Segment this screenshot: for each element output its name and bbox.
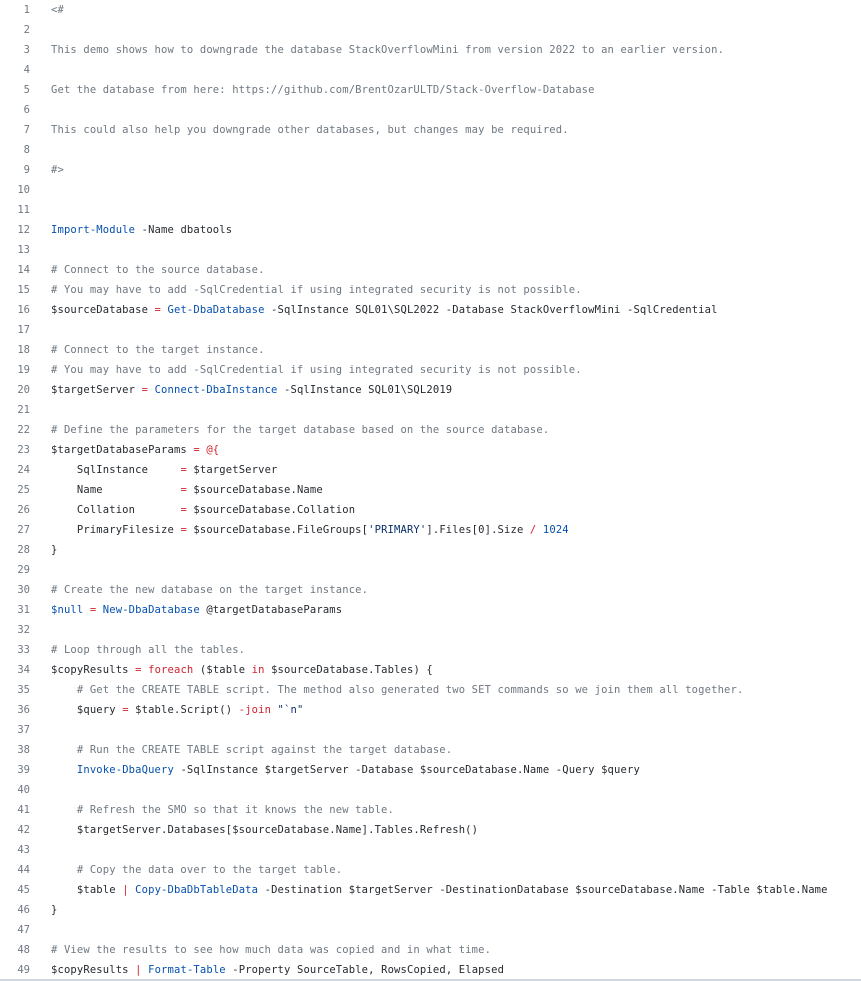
code-token: $sourceDatabase.Tables) { (264, 664, 433, 676)
code-token: # Refresh the SMO so that it knows the new table. (51, 804, 394, 816)
code-token: Import-Module (51, 224, 136, 236)
code-token: $table.Script() (135, 704, 239, 716)
code-token: New-DbaDatabase (102, 604, 200, 616)
line-code (51, 344, 265, 356)
line-code (51, 804, 394, 816)
code-token: $null (51, 604, 84, 616)
code-line (0, 560, 861, 580)
code-token: $targetServer (51, 384, 136, 396)
code-token: foreach (148, 664, 194, 676)
code-line (0, 420, 861, 440)
line-number: 26 (17, 504, 30, 516)
line-number: 22 (17, 424, 30, 436)
line-code (51, 764, 640, 776)
code-token: #> (51, 164, 64, 176)
code-line (0, 920, 861, 940)
code-token: # View the results to see how much data was copied and in what time. (51, 944, 492, 956)
code-token: = (186, 444, 207, 456)
code-line (0, 880, 861, 900)
line-code (51, 684, 743, 696)
line-code (51, 904, 57, 916)
code-token: This could also help you downgrade other databases, but changes may be required. (51, 124, 569, 136)
code-token: # You may have to add -SqlCredential if using integrated security is not possible. (51, 364, 582, 376)
code-line (0, 680, 861, 700)
code-token: "`n" (277, 704, 304, 716)
code-token: | (135, 964, 142, 976)
line-number: 28 (17, 544, 30, 556)
line-code (51, 544, 57, 556)
code-token: = (83, 604, 103, 616)
line-number: 19 (17, 364, 30, 376)
code-token: = (180, 504, 187, 516)
code-line (0, 140, 861, 160)
code-token: # Create the new database on the target instance. (51, 584, 369, 596)
code-token: = (135, 384, 155, 396)
code-token: = (148, 304, 168, 316)
code-token: # Copy the data over to the target table. (51, 864, 343, 876)
code-line (0, 460, 861, 480)
line-number: 2 (23, 24, 30, 36)
code-line (0, 940, 861, 960)
code-token: = (180, 484, 187, 496)
code-line (0, 800, 861, 820)
line-number: 17 (17, 324, 30, 336)
line-code (51, 744, 452, 756)
code-line (0, 580, 861, 600)
code-token: $targetServer (186, 464, 278, 476)
code-token: $copyResults (51, 664, 129, 676)
code-line (0, 440, 861, 460)
code-token: } (51, 544, 58, 556)
line-number: 27 (17, 524, 30, 536)
code-token: @{ (206, 444, 220, 456)
code-line (0, 160, 861, 180)
line-number: 32 (17, 624, 30, 636)
code-line (0, 100, 861, 120)
line-code (51, 824, 478, 836)
code-token: Copy-DbaDbTableData (135, 884, 259, 896)
code-token: 1024 (536, 524, 569, 536)
line-number: 7 (23, 124, 30, 136)
line-number: 35 (17, 684, 30, 696)
line-code (51, 224, 232, 236)
code-line (0, 0, 861, 20)
line-number: 40 (17, 784, 30, 796)
line-number: 18 (17, 344, 30, 356)
code-line (0, 260, 861, 280)
code-line (0, 760, 861, 780)
code-token: 'PRIMARY' (368, 524, 427, 536)
code-token: -SqlInstance $targetServer -Database $sourceDatabase.Name -Query $query (173, 764, 640, 776)
code-token: | (122, 884, 129, 896)
line-number: 16 (17, 304, 30, 316)
line-number: 44 (17, 864, 30, 876)
code-token: Get-DbaDatabase (167, 304, 265, 316)
code-token: PrimaryFilesize (51, 524, 181, 536)
code-line (0, 400, 861, 420)
code-token: $sourceDatabase (51, 304, 149, 316)
code-line (0, 20, 861, 40)
code-line (0, 220, 861, 240)
line-number: 47 (17, 924, 30, 936)
code-token: Collation (51, 504, 181, 516)
code-token: # You may have to add -SqlCredential if using integrated security is not possible. (51, 284, 582, 296)
code-line (0, 540, 861, 560)
code-line (0, 340, 861, 360)
line-number: 29 (17, 564, 30, 576)
line-number: 4 (23, 64, 30, 76)
code-token: Invoke-DbaQuery (76, 764, 174, 776)
line-number: 34 (17, 664, 30, 676)
code-line (0, 900, 861, 920)
line-number: 46 (17, 904, 30, 916)
line-code (51, 524, 569, 536)
code-line (0, 60, 861, 80)
code-line (0, 180, 861, 200)
code-token: = (128, 664, 149, 676)
line-number: 41 (17, 804, 30, 816)
code-line (0, 600, 861, 620)
code-line (0, 780, 861, 800)
code-token: -Destination $targetServer -DestinationDatabase $sourceDatabase.Name -Table $table.Name (258, 884, 828, 896)
code-line (0, 640, 861, 660)
line-number: 33 (17, 644, 30, 656)
line-code (51, 964, 504, 976)
line-code (51, 604, 342, 616)
code-line (0, 320, 861, 340)
code-line (0, 960, 861, 980)
line-number: 21 (17, 404, 30, 416)
line-number: 6 (23, 104, 30, 116)
code-token: $targetDatabaseParams (51, 444, 187, 456)
line-number: 15 (17, 284, 30, 296)
line-number: 25 (17, 484, 30, 496)
code-token: # Get the CREATE TABLE script. The method also generated two SET commands so we join them all together. (51, 684, 744, 696)
code-token: / (529, 524, 537, 536)
code-line (0, 40, 861, 60)
code-line (0, 720, 861, 740)
code-line (0, 860, 861, 880)
line-number: 1 (23, 4, 30, 16)
line-number: 39 (17, 764, 30, 776)
line-number: 36 (17, 704, 30, 716)
line-code (51, 444, 219, 456)
line-code (51, 44, 724, 56)
line-number: 49 (17, 964, 30, 976)
code-line (0, 380, 861, 400)
line-number: 10 (17, 184, 30, 196)
code-token: } (51, 904, 58, 916)
code-token: # Loop through all the tables. (51, 644, 246, 656)
code-line (0, 660, 861, 680)
code-token: @targetDatabaseParams (199, 604, 343, 616)
code-token: $sourceDatabase.FileGroups[ (186, 524, 369, 536)
code-token: -SqlInstance SQL01\SQL2022 -Database StackOverflowMini -SqlCredential (264, 304, 718, 316)
line-code (51, 164, 64, 176)
line-number: 43 (17, 844, 30, 856)
code-line (0, 500, 861, 520)
code-token: # Run the CREATE TABLE script against the target database. (51, 744, 453, 756)
code-line (0, 740, 861, 760)
code-token: $sourceDatabase.Name (186, 484, 323, 496)
line-number: 30 (17, 584, 30, 596)
code-line (0, 620, 861, 640)
line-code (51, 504, 355, 516)
code-token: Name (51, 484, 181, 496)
code-token: SqlInstance (51, 464, 181, 476)
line-code (51, 304, 718, 316)
line-number: 5 (23, 84, 30, 96)
code-line (0, 480, 861, 500)
line-number: 11 (17, 204, 30, 216)
line-number: 3 (23, 44, 30, 56)
code-line (0, 520, 861, 540)
line-code (51, 484, 323, 496)
line-code (51, 704, 303, 716)
code-token: $query (51, 704, 116, 716)
line-number: 23 (17, 444, 30, 456)
line-code (51, 84, 595, 96)
code-line (0, 700, 861, 720)
code-token: in (251, 664, 265, 676)
line-number: 42 (17, 824, 30, 836)
code-token: ($table (193, 664, 252, 676)
line-code (51, 424, 549, 436)
code-line (0, 280, 861, 300)
code-line (0, 120, 861, 140)
line-number: 31 (17, 604, 30, 616)
code-token: <# (51, 4, 64, 16)
code-token: -Property SourceTable, RowsCopied, Elapsed (225, 964, 505, 976)
line-code (51, 124, 569, 136)
code-token: = (180, 524, 187, 536)
line-number: 14 (17, 264, 30, 276)
line-code (51, 384, 452, 396)
code-token: = (115, 704, 136, 716)
code-token: Get the database from here: https://github.com/BrentOzarULTD/Stack-Overflow-Database (51, 84, 595, 96)
code-line (0, 300, 861, 320)
line-code (51, 944, 491, 956)
line-number: 48 (17, 944, 30, 956)
code-line (0, 240, 861, 260)
code-line (0, 360, 861, 380)
line-number: 9 (23, 164, 30, 176)
code-line (0, 820, 861, 840)
code-token: -join (238, 704, 272, 716)
line-number: 24 (17, 464, 30, 476)
code-token: Format-Table (148, 964, 226, 976)
code-token: $copyResults (51, 964, 136, 976)
line-code (51, 464, 278, 476)
code-token (51, 764, 77, 776)
line-code (51, 644, 245, 656)
line-code (51, 364, 582, 376)
line-number: 13 (17, 244, 30, 256)
line-code (51, 284, 582, 296)
code-token: $sourceDatabase.Collation (186, 504, 356, 516)
code-line (0, 200, 861, 220)
line-code (51, 864, 342, 876)
code-token: $targetServer.Databases[$sourceDatabase.Name].Tables.Refresh() (51, 824, 479, 836)
code-token: $table (51, 884, 123, 896)
line-code (51, 264, 265, 276)
line-number: 12 (17, 224, 30, 236)
code-token: ].Files[0].Size (426, 524, 530, 536)
code-token: # Connect to the target instance. (51, 344, 265, 356)
line-number: 8 (23, 144, 30, 156)
line-code (51, 664, 433, 676)
code-token: Connect-DbaInstance (154, 384, 278, 396)
code-token: This demo shows how to downgrade the database StackOverflowMini from version 2022 to an earlier version. (51, 44, 725, 56)
code-token: # Define the parameters for the target database based on the source database. (51, 424, 550, 436)
line-number: 38 (17, 744, 30, 756)
line-code (51, 884, 828, 896)
code-token: = (180, 464, 187, 476)
code-token: -SqlInstance SQL01\SQL2019 (277, 384, 453, 396)
line-code (51, 584, 368, 596)
code-token: # Connect to the source database. (51, 264, 265, 276)
line-code (51, 4, 64, 16)
code-token: -Name dbatools (135, 224, 233, 236)
line-number: 45 (17, 884, 30, 896)
line-number: 37 (17, 724, 30, 736)
code-line (0, 80, 861, 100)
code-line (0, 840, 861, 860)
line-number: 20 (17, 384, 30, 396)
